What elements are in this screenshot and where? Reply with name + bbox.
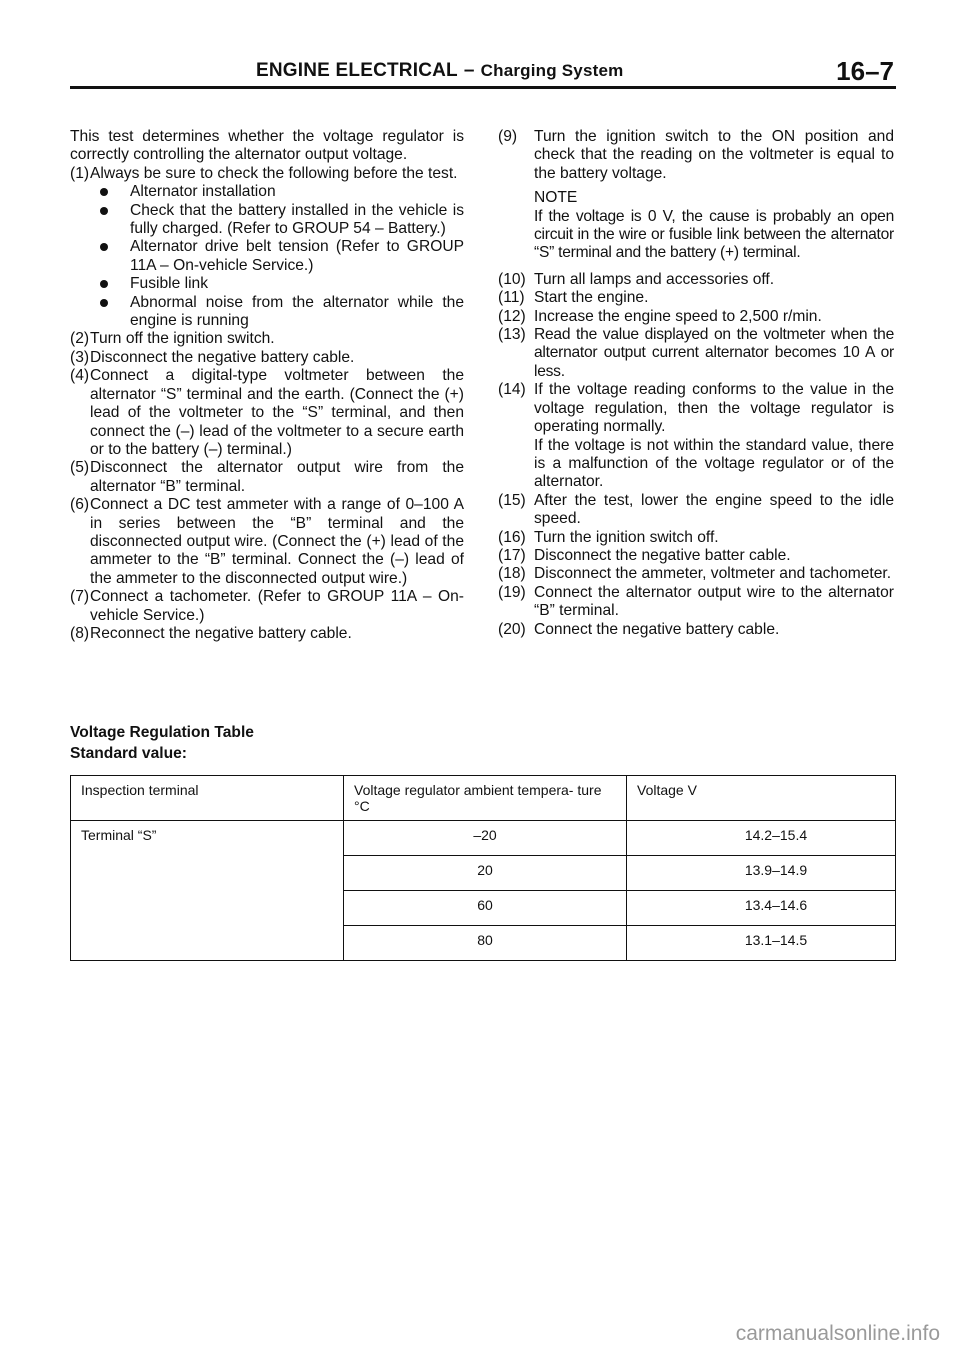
step-text: Read the value displayed on the voltmeter when the alternator output current alternator becomes 10 A or less. (534, 326, 894, 380)
step-11 (498, 289, 894, 307)
voltage-cell: 13.4–14.6 (627, 891, 896, 926)
step-text: Disconnect the alternator output wire from the alternator “B” terminal. (90, 459, 464, 495)
checklist-item (70, 238, 464, 275)
page-number: 16–7 (836, 56, 894, 86)
step-number: (20) (498, 620, 526, 638)
checklist-item-text: Fusible link (130, 275, 208, 293)
voltage-cell: 13.1–14.5 (627, 926, 896, 961)
step-1 (70, 165, 464, 183)
title-dash: – (463, 60, 475, 81)
checklist-item (70, 183, 464, 201)
temperature-cell: 20 (344, 856, 627, 891)
step-number: (12) (498, 307, 526, 325)
bullet-icon (100, 299, 108, 307)
section-title: ENGINE ELECTRICAL (256, 60, 458, 81)
voltage-regulation-table (70, 775, 896, 961)
step-text: Disconnect the ammeter, voltmeter and tachometer. (534, 565, 892, 583)
temperature-cell: 80 (344, 926, 627, 961)
page-header (70, 58, 896, 89)
step-4 (70, 367, 464, 459)
bullet-icon (100, 243, 108, 251)
voltage-cell: 14.2–15.4 (627, 821, 896, 856)
checklist (70, 183, 464, 330)
step-13 (498, 326, 894, 381)
table-subtitle: Standard value: (70, 745, 187, 762)
step-number: (18) (498, 565, 526, 583)
step-8 (70, 625, 464, 643)
step-number: (9) (498, 128, 518, 145)
note-block (498, 189, 894, 263)
step-number: (14) (498, 381, 526, 399)
step-text: Connect the alternator output wire to the alternator “B” terminal. (534, 583, 894, 620)
step-number: (19) (498, 583, 526, 601)
step-number: (2) (70, 330, 90, 348)
step-text: Disconnect the negative battery cable. (90, 348, 355, 366)
step-number: (7) (70, 588, 90, 606)
column-header: Voltage regulator ambient tempera- ture °C (344, 776, 627, 821)
step-number: (13) (498, 326, 526, 344)
step-number: (15) (498, 491, 526, 509)
step-17 (498, 547, 894, 565)
step-number: (11) (498, 289, 525, 307)
step-text: If the voltage reading conforms to the value in the voltage regulation, then the voltage regulator is operating normally. (534, 381, 894, 436)
step-10 (498, 271, 894, 289)
step-3 (70, 349, 464, 367)
step-number: (5) (70, 459, 90, 477)
step-9 (498, 128, 894, 183)
step-text: After the test, lower the engine speed to the idle speed. (534, 491, 894, 528)
step-text: Start the engine. (534, 289, 649, 307)
step-text: Connect the negative battery cable. (534, 620, 780, 638)
step-text: Reconnect the negative battery cable. (90, 624, 352, 642)
checklist-item (70, 202, 464, 239)
step-text: Turn the ignition switch off. (534, 528, 719, 546)
bullet-icon (100, 207, 108, 215)
watermark: carmanualsonline.info (735, 1322, 940, 1345)
column-header: Voltage V (627, 776, 896, 821)
note-label: NOTE (534, 189, 578, 207)
step-14 (498, 381, 894, 491)
step-7 (70, 588, 464, 625)
step-16 (498, 529, 894, 547)
checklist-item-text: Alternator drive belt tension (Refer to GROUP 11A – On-vehicle Service.) (130, 238, 464, 274)
step-6 (70, 496, 464, 588)
temperature-cell: –20 (344, 821, 627, 856)
step-number: (10) (498, 270, 526, 288)
checklist-item (70, 294, 464, 331)
step-text: Connect a tachometer. (Refer to GROUP 11A – On-vehicle Service.) (90, 588, 464, 624)
table-title: Voltage Regulation Table (70, 724, 254, 741)
step-text: Connect a DC test ammeter with a range of 0–100 A in series between the “B” terminal and the disconnected output wire. (Connect the (+) lead of the ammeter to the “B” terminal. Connect the (–) lead of the ammeter to the disconnected output wire.) (90, 496, 464, 587)
checklist-item-text: Check that the battery installed in the vehicle is fully charged. (Refer to GROUP 54 – Battery.) (130, 201, 464, 238)
step-2 (70, 330, 464, 348)
step-number: (8) (70, 624, 90, 642)
column-header: Inspection terminal (71, 776, 344, 821)
checklist-item-text: Alternator installation (130, 183, 276, 201)
voltage-regulation-section (70, 723, 896, 948)
checklist-item-text: Abnormal noise from the alternator while the engine is running (130, 293, 464, 330)
step-15 (498, 492, 894, 529)
step-18 (498, 565, 894, 583)
step-number: (4) (70, 367, 90, 385)
terminal-cell: Terminal “S” (71, 821, 344, 961)
table-header-row (71, 776, 896, 821)
step-number: (1) (70, 164, 90, 182)
step-text: Turn all lamps and accessories off. (534, 270, 775, 288)
step-20 (498, 621, 894, 639)
step-number: (3) (70, 348, 90, 366)
right-column (498, 128, 894, 639)
section-subtitle: Charging System (480, 61, 624, 80)
step-text: Disconnect the negative batter cable. (534, 546, 791, 564)
intro-paragraph: This test determines whether the voltage regulator is correctly controlling the alternator output voltage. (70, 128, 464, 164)
step-text-continued: If the voltage is not within the standard value, there is a malfunction of the voltage regulator or of the alternator. (534, 436, 894, 491)
bullet-icon (100, 280, 108, 288)
step-text: Increase the engine speed to 2,500 r/min. (534, 307, 822, 325)
step-text: Turn off the ignition switch. (90, 330, 275, 348)
checklist-item (70, 275, 464, 293)
step-text: Turn the ignition switch to the ON position and check that the reading on the voltmeter is equal to the battery voltage. (534, 128, 894, 182)
header-title (256, 60, 623, 82)
step-number: (17) (498, 546, 526, 564)
step-text: Always be sure to check the following before the test. (90, 164, 458, 182)
step-12 (498, 308, 894, 326)
step-number: (6) (70, 496, 90, 514)
table-row (71, 821, 896, 856)
voltage-cell: 13.9–14.9 (627, 856, 896, 891)
bullet-icon (100, 188, 108, 196)
temperature-cell: 60 (344, 891, 627, 926)
left-column (70, 128, 464, 643)
step-19 (498, 584, 894, 621)
step-number: (16) (498, 528, 526, 546)
step-text: Connect a digital-type voltmeter between the alternator “S” terminal and the earth. (Connect the (+) lead of the voltmeter to the “S” terminal, and then connect the (–) lead of the voltmeter to a secure earth or to the battery (–) terminal.) (90, 367, 464, 458)
step-5 (70, 459, 464, 496)
note-text: If the voltage is 0 V, the cause is probably an open circuit in the wire or fusible link between the alternator “S” terminal and the battery (+) terminal. (534, 207, 894, 262)
